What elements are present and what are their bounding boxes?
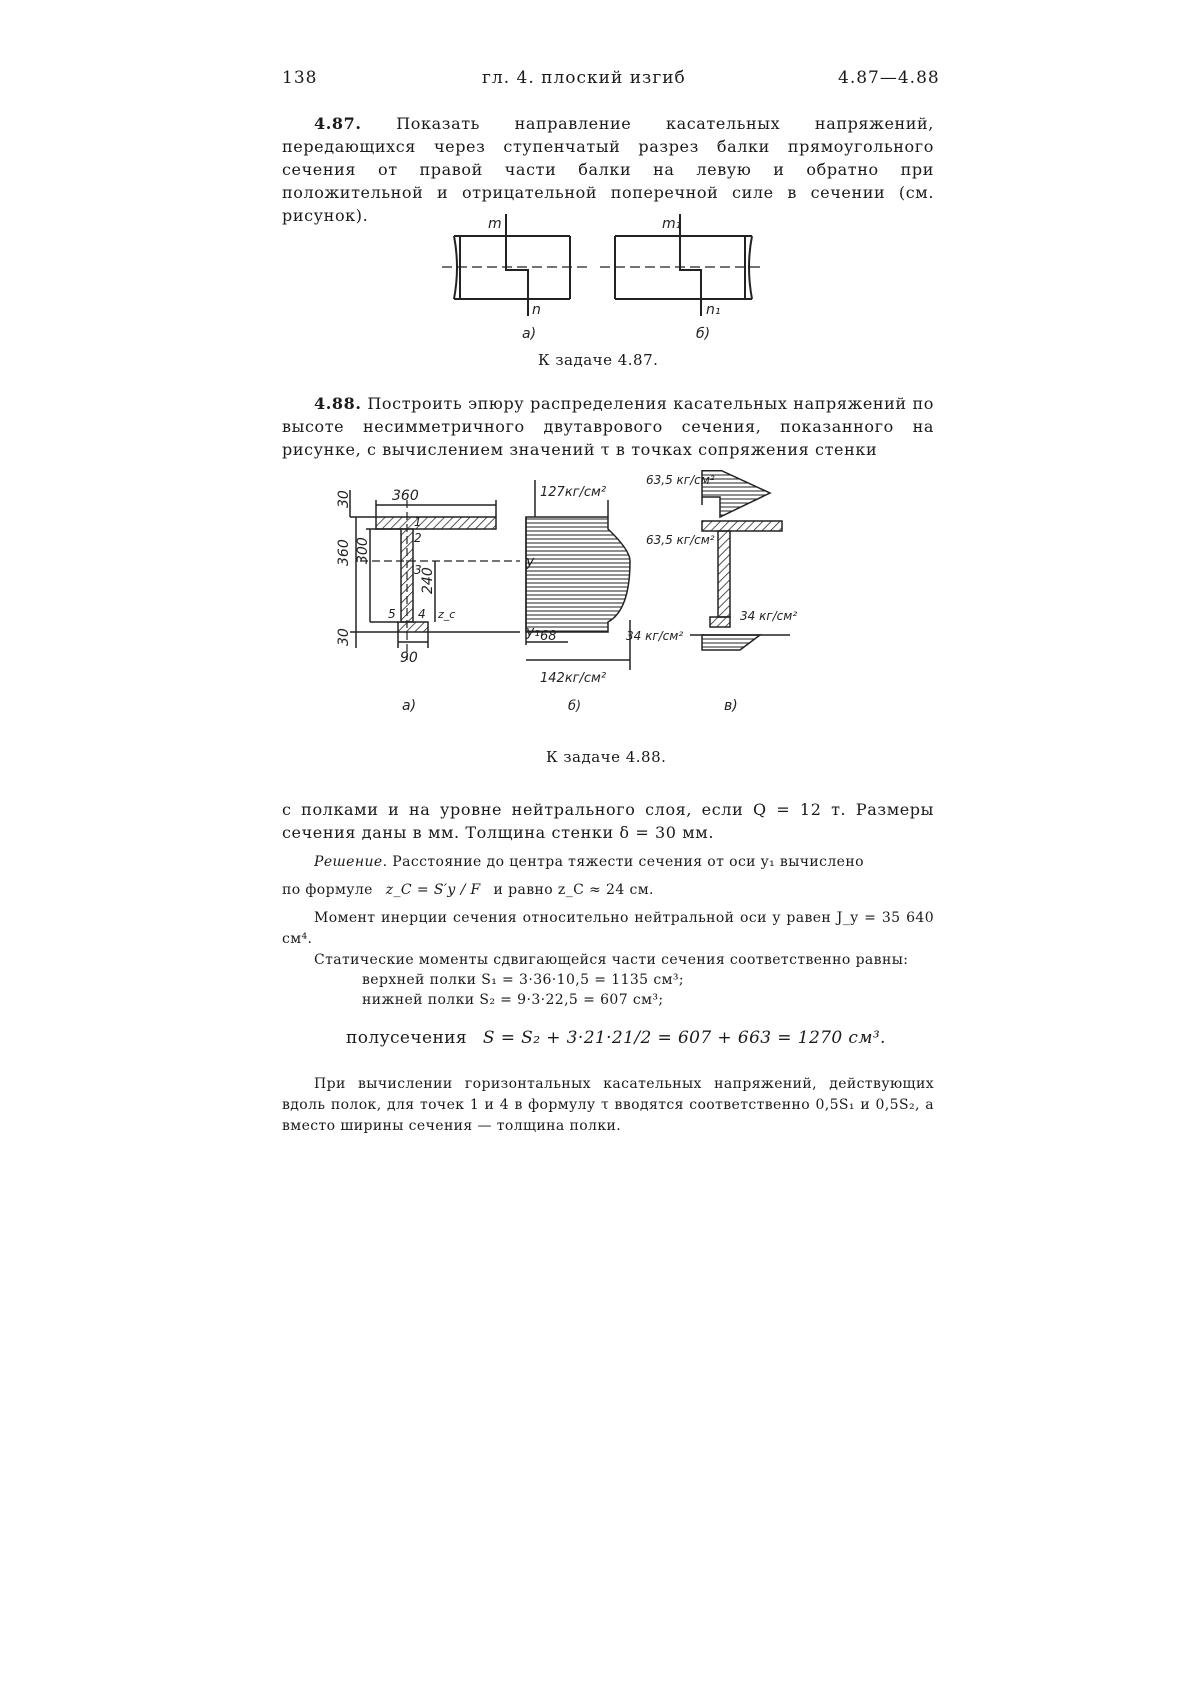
fig-c-label: в) (724, 698, 738, 714)
problem-488-number: 4.88. (314, 394, 362, 413)
solution-line-7-label: полусечения (346, 1028, 468, 1048)
dim-zc: z_c (438, 608, 456, 621)
formula-zc: z_C = S′y / F (385, 882, 481, 898)
chapter-title: гл. 4. плоский изгиб (482, 68, 686, 88)
problem-487-text: Показать направление касательных напряжений, передающихся через ступенчатый разрез балки прямоугольного сечения от правой части балки на левую и обратно при положительной и отрицательной поперечной силе в сечении (см. рисунок). (282, 114, 934, 225)
solution-line-5: верхней полки S₁ = 3·36·10,5 = 1135 см³; (362, 972, 685, 988)
solution-heading: Решение. (314, 854, 388, 870)
fig-a-label: а) (402, 698, 417, 714)
dim-360-left: 360 (336, 539, 352, 566)
solution-line-7 (346, 1028, 886, 1048)
fig-label-b: б) (696, 326, 711, 342)
fig-c-value-4: 34 кг/см² (740, 609, 798, 623)
solution-text-1: Расстояние до центра тяжести сечения от оси y₁ вычислено (392, 854, 864, 870)
dim-30-bottom: 30 (336, 628, 352, 646)
fig-label-n: n (532, 302, 541, 318)
solution-line-7-formula: S = S₂ + 3·21·21/2 = 607 + 663 = 1270 см³. (482, 1028, 886, 1048)
solution-formula-pre: по формуле (282, 882, 373, 898)
point-5: 5 (388, 607, 396, 621)
figure-488 (330, 470, 870, 742)
point-2: 2 (414, 531, 422, 545)
problem-487 (282, 112, 934, 227)
page-number: 138 (282, 68, 318, 88)
fig-b-label: б) (568, 699, 582, 714)
solution-line-2 (282, 880, 934, 901)
fig-b-mid-value: 68 (540, 629, 557, 644)
problem-488-continued: с полками и на уровне нейтрального слоя, если Q = 12 т. Размеры сечения даны в мм. Толщина стенки δ = 30 мм. (282, 800, 934, 842)
caption-487: К задаче 4.87. (538, 351, 659, 369)
point-4: 4 (418, 607, 426, 621)
fig-c-value-2: 63,5 кг/см² (646, 533, 715, 547)
caption-488: К задаче 4.88. (546, 748, 667, 766)
figure-487 (440, 214, 780, 344)
fig-c-value-3: 34 кг/см² (626, 629, 684, 643)
dim-240: 240 (420, 567, 436, 594)
dim-30-top: 30 (336, 490, 352, 508)
fig-label-m: m (488, 216, 502, 232)
solution-final: При вычислении горизонтальных касательных напряжений, действующих вдоль полок, для точек 1 и 4 в формулу τ вводятся соответственно 0,5S₁ и 0,5S₂, а вместо ширины сечения — толщина полки. (282, 1076, 934, 1134)
problem-range: 4.87—4.88 (838, 68, 940, 88)
fig-label-m1: m₁ (662, 216, 682, 232)
fig-c-value-1: 63,5 кг/см² (646, 473, 715, 487)
solution-line-4: Статические моменты сдвигающейся части сечения соответственно равны: (314, 952, 909, 968)
solution-line-6: нижней полки S₂ = 9·3·22,5 = 607 см³; (362, 992, 664, 1008)
problem-488-text1: Построить эпюру распределения касательных напряжений по высоте несимметричного двутаврового сечения, показанного на рисунке, с вычислением значений τ в точках сопряжения стенки (282, 394, 935, 459)
dim-360-top: 360 (392, 488, 419, 504)
dim-90: 90 (400, 650, 418, 666)
point-3: 3 (414, 563, 422, 577)
fig-b-bottom-value: 142кг/см² (540, 671, 607, 686)
dim-300-left: 300 (355, 537, 371, 564)
fig-b-top-value: 127кг/см² (540, 485, 607, 500)
solution-line-1 (282, 852, 934, 873)
fig-label-n1: n₁ (706, 302, 721, 318)
problem-488 (282, 392, 934, 461)
point-1: 1 (414, 515, 422, 529)
solution-line-3: Момент инерции сечения относительно нейтральной оси y равен J_y = 35 640 см⁴. (282, 910, 934, 947)
solution-formula-post: и равно z_C ≈ 24 см. (493, 882, 654, 898)
problem-487-number: 4.87. (314, 114, 362, 133)
fig-label-a: а) (522, 326, 537, 342)
